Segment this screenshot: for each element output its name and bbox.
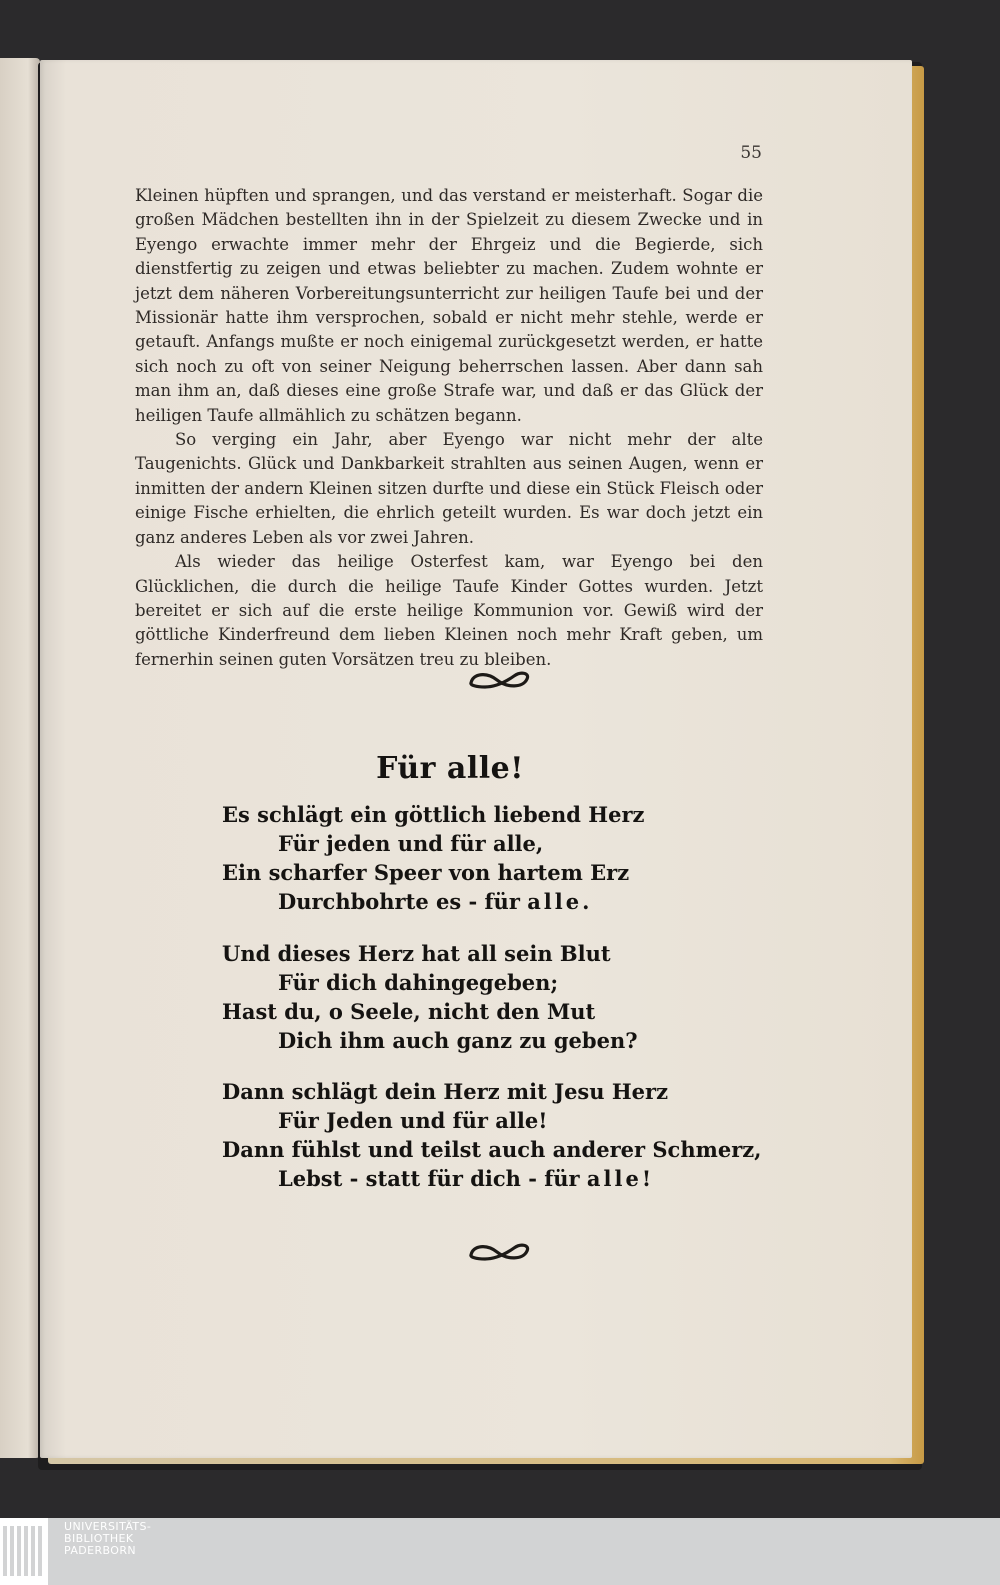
prose-paragraph-2: So verging ein Jahr, aber Eyengo war nicht mehr der alte Taugenichts. Glück und Dankbarkeit strahlten aus seinen Augen, wenn er inmitten der andern Kleinen sitzen durfte und diese ein Stück Fleisch oder einige Fische erhielten, die ehrlich geteilt wurden. Es war doch jetzt ein ganz anderes Leben als vor zwei Jahren. [135,430,763,547]
prose-paragraph-1: Kleinen hüpften und sprangen, und das verstand er meisterhaft. Sogar die großen Mädchen bestellten ihn in der Spielzeit zu diesem Zwecke und in Eyengo erwachte immer mehr der Ehrgeiz und die Begierde, sich dienstfertig zu zeigen und etwas beliebter zu machen. Zudem wohnte er jetzt dem näheren Vorbereitungsunterricht zur heiligen Taufe bei und der Missionär hatte ihm versprochen, sobald er nicht mehr stehle, werde er getauft. Anfangs mußte er noch einigemal zurückgesetzt werden, er hatte sich noch zu oft von seiner Neigung beherrschen lassen. Aber dann sah man ihm an, daß dieses eine große Strafe war, und daß er das Glück der heiligen Taufe allmählich zu schätzen begann. [135,186,763,425]
poem-line: Lebst - statt für dich - für alle! [278,1166,652,1191]
poem-title: Für alle! [376,751,524,786]
poem-stanza-2 [222,939,762,1055]
prose-paragraph-3: Als wieder das heilige Osterfest kam, war Eyengo bei den Glücklichen, die durch die heilige Taufe Kinder Gottes wurden. Jetzt bereitet er sich auf die erste heilige Kommunion vor. Gewiß wird der göttliche Kinderfreund dem lieben Kleinen noch mehr Kraft geben, um fernerhin seinen guten Vorsätzen treu zu bleiben. [135,552,763,669]
library-name-line: UNIVERSITÄTS- [64,1520,152,1533]
poem-stanza-1 [222,800,762,916]
library-name-line: PADERBORN [64,1544,137,1557]
poem-line: Durchbohrte es - für alle. [278,889,590,914]
poem-line: Ein scharfer Speer von hartem Erz [222,860,630,885]
swirl-ornament-icon [467,668,533,692]
poem-line: Dann schlägt dein Herz mit Jesu Herz [222,1079,669,1104]
poem-line: Für Jeden und für alle! [278,1108,548,1133]
poem-line: Dann fühlst und teilst auch anderer Schmerz, [222,1137,762,1162]
swirl-ornament-icon [467,1240,533,1264]
poem-line: Und dieses Herz hat all sein Blut [222,941,611,966]
poem-line: Für dich dahingegeben; [278,970,559,995]
poem-line: Dich ihm auch ganz zu geben? [278,1028,638,1053]
poem-stanza-3 [222,1077,762,1193]
poem-line: Es schlägt ein göttlich liebend Herz [222,802,645,827]
page-number: 55 [740,143,762,163]
spaced-emphasis: alle [527,889,583,914]
poem-line: Hast du, o Seele, nicht den Mut [222,999,596,1024]
ornament-divider-top [0,668,1000,696]
library-name [64,1521,151,1557]
ornament-divider-bottom [0,1240,1000,1268]
poem-line: Für jeden und für alle, [278,831,544,856]
library-name-line: BIBLIOTHEK [64,1532,134,1545]
spaced-emphasis: alle [586,1166,642,1191]
library-logo-icon [0,1518,26,1585]
prose-block [135,184,763,672]
